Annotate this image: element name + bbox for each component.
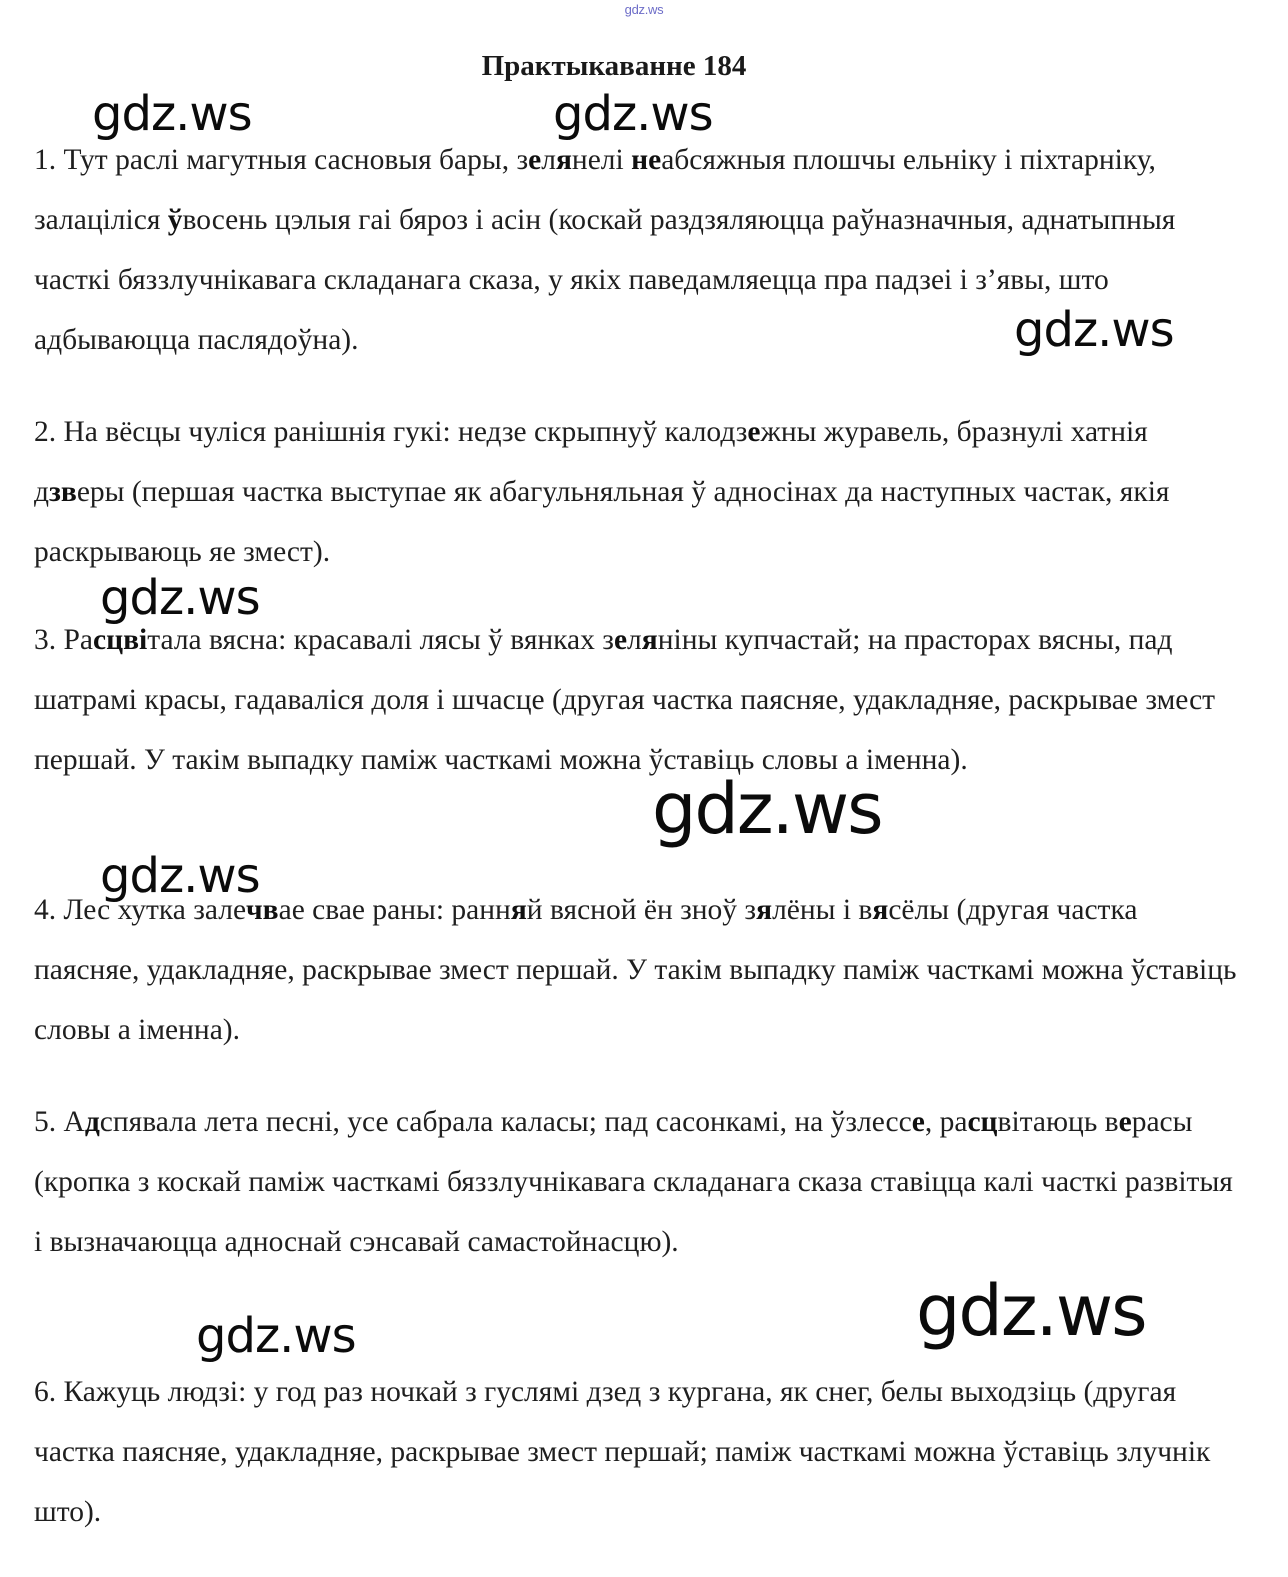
paragraph-3 [34,610,1244,790]
text-segment: расы (кропка з коскай паміж часткамі бяззлучнікавага складанага сказа ставіцца калі часткі развітыя і вызначаюцца адноснай сэнсавай самастойнасцю). [34,1106,1233,1258]
watermark: gdz.ws [196,1308,356,1364]
text-segment: л [541,144,556,176]
text-segment: 6. Кажуць людзі: у год раз ночкай з гуслямі дзед з кургана, як снег, белы выходзіць (другая частка паясняе, удакладняе, раскрывае змест першай; паміж часткамі можна ўставіць злучнік што). [34,1376,1211,1528]
text-segment: нелі [571,144,632,176]
paragraph-2 [34,402,1244,582]
text-segment: еры (першая частка выступае як абагульняльная ў адносінах да наступных частак, якія раскрываюць яе змест). [34,476,1170,568]
text-segment: спявала лета песні, усе сабрала каласы; пад сасонкамі, на ўзлесс [99,1106,912,1138]
text-segment: 2. На вёсцы чуліся ранішнія гукі: недзе скрыпнуў калодз [34,416,748,448]
page-title: Практыкаванне 184 [481,50,747,82]
stressed-letters: д [84,1106,100,1138]
stressed-letters: ў [167,204,183,236]
stressed-letters: зв [49,476,77,508]
stressed-letters: я [555,144,572,176]
stressed-letters: я [641,624,658,656]
stressed-letters: е [911,1106,925,1138]
watermark: gdz.ws [100,848,260,904]
paragraph-4 [34,880,1244,1060]
watermark: gdz.ws [92,86,252,142]
text-segment: вітаюць в [997,1106,1119,1138]
stressed-letters: е [528,144,542,176]
stressed-letters: чв [246,894,279,926]
text-segment: жны журавель, бразнулі хатнія д [34,416,1148,508]
text-segment: абсяжныя плошчы ельніку і піхтарніку, залаціліся [34,144,1156,236]
text-segment: ніны купчастай; на прасторах вясны, пад шатрамі красы, гадаваліся доля і шчасце (другая частка паясняе, удакладняе, раскрывае змест першай. У такім выпадку паміж часткамі можна ўставіць словы а іменна). [34,624,1216,776]
paragraph-6 [34,1362,1244,1542]
stressed-letters: я [872,894,889,926]
watermark: gdz.ws [652,768,882,850]
watermark: gdz.ws [1014,302,1174,358]
text-segment: ае свае раны: ранн [278,894,511,926]
text-segment: 3. Ра [34,624,93,656]
paragraph-5 [34,1092,1244,1272]
stressed-letters: е [1118,1106,1132,1138]
text-segment: й вясной ён зноў з [526,894,757,926]
text-segment: 1. Тут раслі магутныя сасновыя бары, з [34,144,529,176]
watermark: gdz.ws [553,86,713,142]
stressed-letters: сц [967,1106,998,1138]
text-segment: л [627,624,642,656]
text-segment: 5. А [34,1106,85,1138]
text-segment: тала вясна: красавалі лясы ў вянках з [147,624,614,656]
text-segment: 4. Лес хутка зале [34,894,247,926]
top-watermark: gdz.ws [624,2,664,17]
watermark: gdz.ws [916,1270,1146,1352]
stressed-letters: не [631,144,662,176]
stressed-letters: я [510,894,527,926]
stressed-letters: я [756,894,773,926]
watermark: gdz.ws [100,570,260,626]
text-segment: восень цэлыя гаі бяроз і асін (коскай раздзяляюцца раўназначныя, аднатыпныя часткі бяззлучнікавага складанага сказа, у якіх паведамляецца пра падзеі і з’явы, што адбываюцца паслядоўна). [34,204,1176,356]
stressed-letters: е [613,624,628,656]
text-segment: лёны і в [772,894,873,926]
text-segment: сёлы (другая частка паясняе, удакладняе, раскрывае змест першай. У такім выпадку паміж часткамі можна ўставіць словы а іменна). [34,894,1237,1046]
stressed-letters: сцві [93,624,148,656]
stressed-letters: е [747,416,761,448]
text-segment: , ра [924,1106,968,1138]
